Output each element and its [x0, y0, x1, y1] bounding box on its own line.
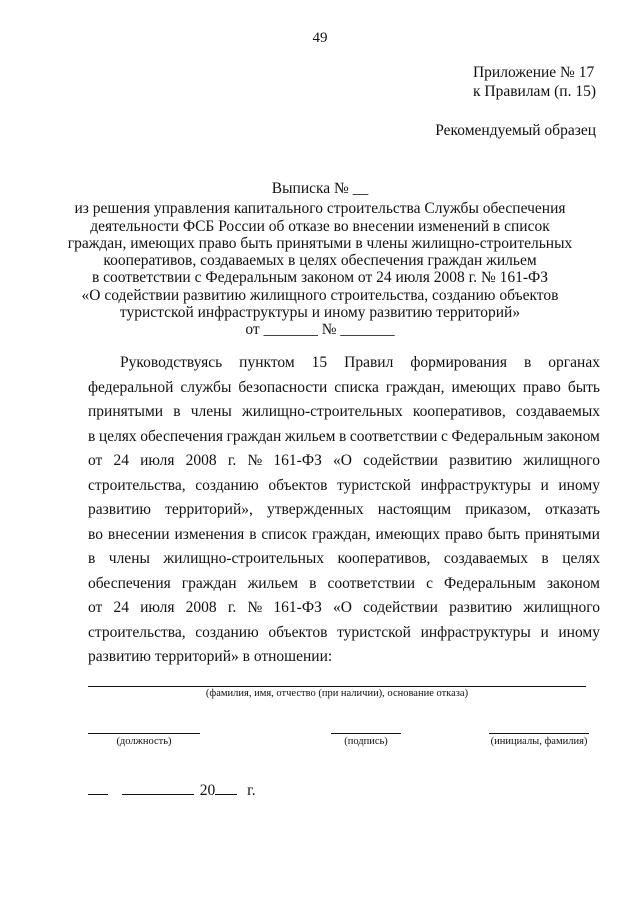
- title-line: «О содействии развитию жилищного строительства, созданию объектов: [81, 286, 559, 304]
- body-word: объектов: [268, 623, 328, 641]
- body-word: жилищно-строительных: [163, 550, 325, 567]
- body-word: настоящим: [377, 501, 452, 518]
- body-word: соответствии: [327, 574, 416, 592]
- position-line: [88, 733, 200, 734]
- body-word: иному: [558, 476, 600, 494]
- body-word: пунктом: [239, 354, 295, 371]
- body-word: развитию территорий» в отношении:: [88, 648, 333, 665]
- title-line: из решения управления капитального строительства Службы обеспечения: [74, 200, 566, 218]
- title-line: туристской инфраструктуры и иному развитию территорий»: [119, 304, 521, 322]
- body-line: [88, 547, 600, 572]
- sample-label: Рекомендуемый образец: [435, 122, 596, 139]
- body-word: содействии: [363, 452, 438, 469]
- body-word: в: [173, 403, 181, 420]
- body-line: [88, 400, 600, 425]
- body-word: с: [426, 574, 433, 592]
- body-word: туристской: [337, 623, 411, 641]
- body-word: 161-ФЗ: [273, 599, 322, 616]
- initials-line: [489, 733, 589, 734]
- body-word: в: [249, 525, 257, 543]
- body-line: [88, 621, 600, 646]
- body-word: право: [444, 525, 483, 543]
- month-blank: [122, 780, 194, 795]
- body-word: №: [247, 452, 263, 469]
- body-word: быть: [487, 525, 520, 543]
- body-word: в: [541, 550, 549, 567]
- body-word: объектов: [268, 476, 328, 494]
- body-word: «О: [333, 452, 352, 469]
- body-word: обеспечения: [140, 427, 224, 445]
- body-word: граждан: [226, 427, 282, 445]
- body-word: имеющих: [451, 378, 516, 396]
- body-word: 161-ФЗ: [273, 452, 322, 469]
- body-word: от: [88, 599, 103, 616]
- body-word: члены: [190, 403, 232, 420]
- title-line: кооперативов, создаваемых в целях обеспечения граждан жильем: [103, 252, 537, 270]
- initials-caption: (инициалы, фамилия): [490, 736, 588, 747]
- year-blank: [215, 780, 237, 795]
- body-word: июля: [140, 599, 175, 616]
- body-word: инфраструктуры: [420, 476, 531, 494]
- body-word: безопасности: [238, 378, 328, 396]
- body-word: список: [261, 525, 308, 543]
- body-word: отказать: [545, 501, 600, 518]
- body-word: граждан: [181, 574, 237, 592]
- body-word: туристской: [337, 476, 411, 494]
- title-main: Выписка № __: [271, 180, 369, 197]
- body-word: 15: [311, 354, 328, 371]
- body-line: [88, 523, 600, 548]
- body-word: целях: [98, 427, 137, 445]
- annex-reference: [473, 63, 596, 101]
- body-word: формирования: [410, 354, 507, 371]
- body-word: в: [523, 354, 532, 371]
- body-word: обеспечения: [88, 574, 171, 592]
- annex-line-2: к Правилам (п. 15): [472, 83, 596, 100]
- body-word: в: [338, 427, 347, 445]
- body-word: 2008: [185, 599, 217, 616]
- body-word: приказом,: [465, 501, 531, 518]
- body-word: в: [88, 427, 96, 445]
- body-word: быть: [567, 378, 600, 396]
- body-word: во: [88, 525, 103, 543]
- body-word: с: [441, 427, 448, 445]
- body-word: службы: [180, 378, 232, 396]
- body-word: целях: [562, 550, 600, 567]
- day-blank: [88, 780, 108, 795]
- body-word: жилищного: [523, 452, 600, 469]
- body-word: федеральной: [88, 378, 174, 396]
- title-line: граждан, имеющих право быть принятыми в члены жилищно-строительных: [67, 234, 573, 252]
- document-title: [60, 180, 580, 339]
- body-word: созданию: [195, 476, 259, 494]
- year-suffix: г.: [247, 782, 256, 799]
- body-word: органах: [548, 354, 600, 371]
- body-word: Федеральным: [451, 427, 544, 445]
- signature-line: [331, 733, 401, 734]
- body-line: [88, 645, 600, 670]
- body-word: иному: [558, 623, 600, 641]
- body-line: [88, 376, 600, 401]
- title-line: в соответствии с Федеральным законом от 24 июля 2008 г. № 161-ФЗ: [91, 269, 549, 287]
- body-line: [88, 498, 600, 523]
- year-prefix: 20: [199, 782, 216, 799]
- body-word: право: [522, 378, 561, 396]
- body-word: граждан,: [311, 525, 371, 543]
- name-reason-caption: (фамилия, имя, отчество (при наличии), основание отказа): [205, 688, 469, 699]
- body-word: созданию: [195, 623, 259, 641]
- signature-caption: (подпись): [344, 736, 388, 747]
- body-word: развитию: [449, 452, 513, 469]
- position-caption: (должность): [116, 736, 172, 747]
- body-line: [88, 474, 600, 499]
- body-word: и: [540, 623, 549, 641]
- body-line: [88, 572, 600, 597]
- body-word: №: [247, 599, 263, 616]
- body-word: «О: [333, 599, 352, 616]
- body-line: [88, 351, 600, 376]
- body-word: Федеральным: [444, 574, 536, 592]
- body-word: жилищного: [523, 599, 600, 616]
- body-word: жильем: [247, 574, 299, 592]
- name-reason-line: [88, 686, 586, 687]
- body-word: кооперативов,: [412, 403, 506, 420]
- body-word: строительства,: [88, 623, 186, 641]
- body-word: Правил: [344, 354, 394, 371]
- body-word: 2008: [185, 452, 217, 469]
- body-word: имеющих: [375, 525, 441, 543]
- body-word: г.: [227, 452, 237, 469]
- body-word: строительства,: [88, 476, 186, 494]
- body-word: июля: [140, 452, 175, 469]
- body-word: законом: [546, 574, 600, 592]
- title-line: от _______ № _______: [245, 321, 395, 339]
- body-line: [88, 596, 600, 621]
- date-line: [88, 780, 256, 800]
- body-word: инфраструктуры: [420, 623, 531, 641]
- body-word: территорий»,: [165, 501, 253, 518]
- body-word: внесении: [107, 525, 170, 543]
- body-word: утвержденных: [267, 501, 364, 518]
- body-word: принятыми: [524, 525, 600, 543]
- page-number: 49: [312, 30, 328, 46]
- title-line: деятельности ФСБ России об отказе во внесении изменений в список: [90, 217, 550, 235]
- body-word: развитию: [449, 599, 513, 616]
- body-word: жилищно-строительных: [241, 403, 403, 420]
- body-word: принятыми: [88, 403, 164, 420]
- body-line: [88, 425, 600, 450]
- body-word: и: [540, 476, 549, 494]
- body-word: законом: [546, 427, 600, 445]
- body-word: содействии: [363, 599, 438, 616]
- body-word: члены: [108, 550, 150, 567]
- body-word: 24: [113, 452, 129, 469]
- body-word: жильем: [284, 427, 336, 445]
- body-word: Руководствуясь: [120, 354, 223, 371]
- body-line: [88, 449, 600, 474]
- body-word: в: [309, 574, 317, 592]
- body-word: в: [88, 550, 96, 567]
- body-word: соответствии: [349, 427, 438, 445]
- body-word: г.: [227, 599, 237, 616]
- body-word: 24: [113, 599, 129, 616]
- body-word: создаваемых: [443, 550, 528, 567]
- body-word: списка: [334, 378, 379, 396]
- body-word: развитию: [88, 501, 152, 518]
- body-word: изменения: [174, 525, 245, 543]
- annex-line-1: Приложение № 17: [472, 64, 595, 81]
- body-word: граждан,: [385, 378, 445, 396]
- body-word: от: [88, 452, 103, 469]
- body-paragraph: [88, 351, 600, 670]
- body-word: кооперативов,: [337, 550, 431, 567]
- body-word: создаваемых: [515, 403, 600, 420]
